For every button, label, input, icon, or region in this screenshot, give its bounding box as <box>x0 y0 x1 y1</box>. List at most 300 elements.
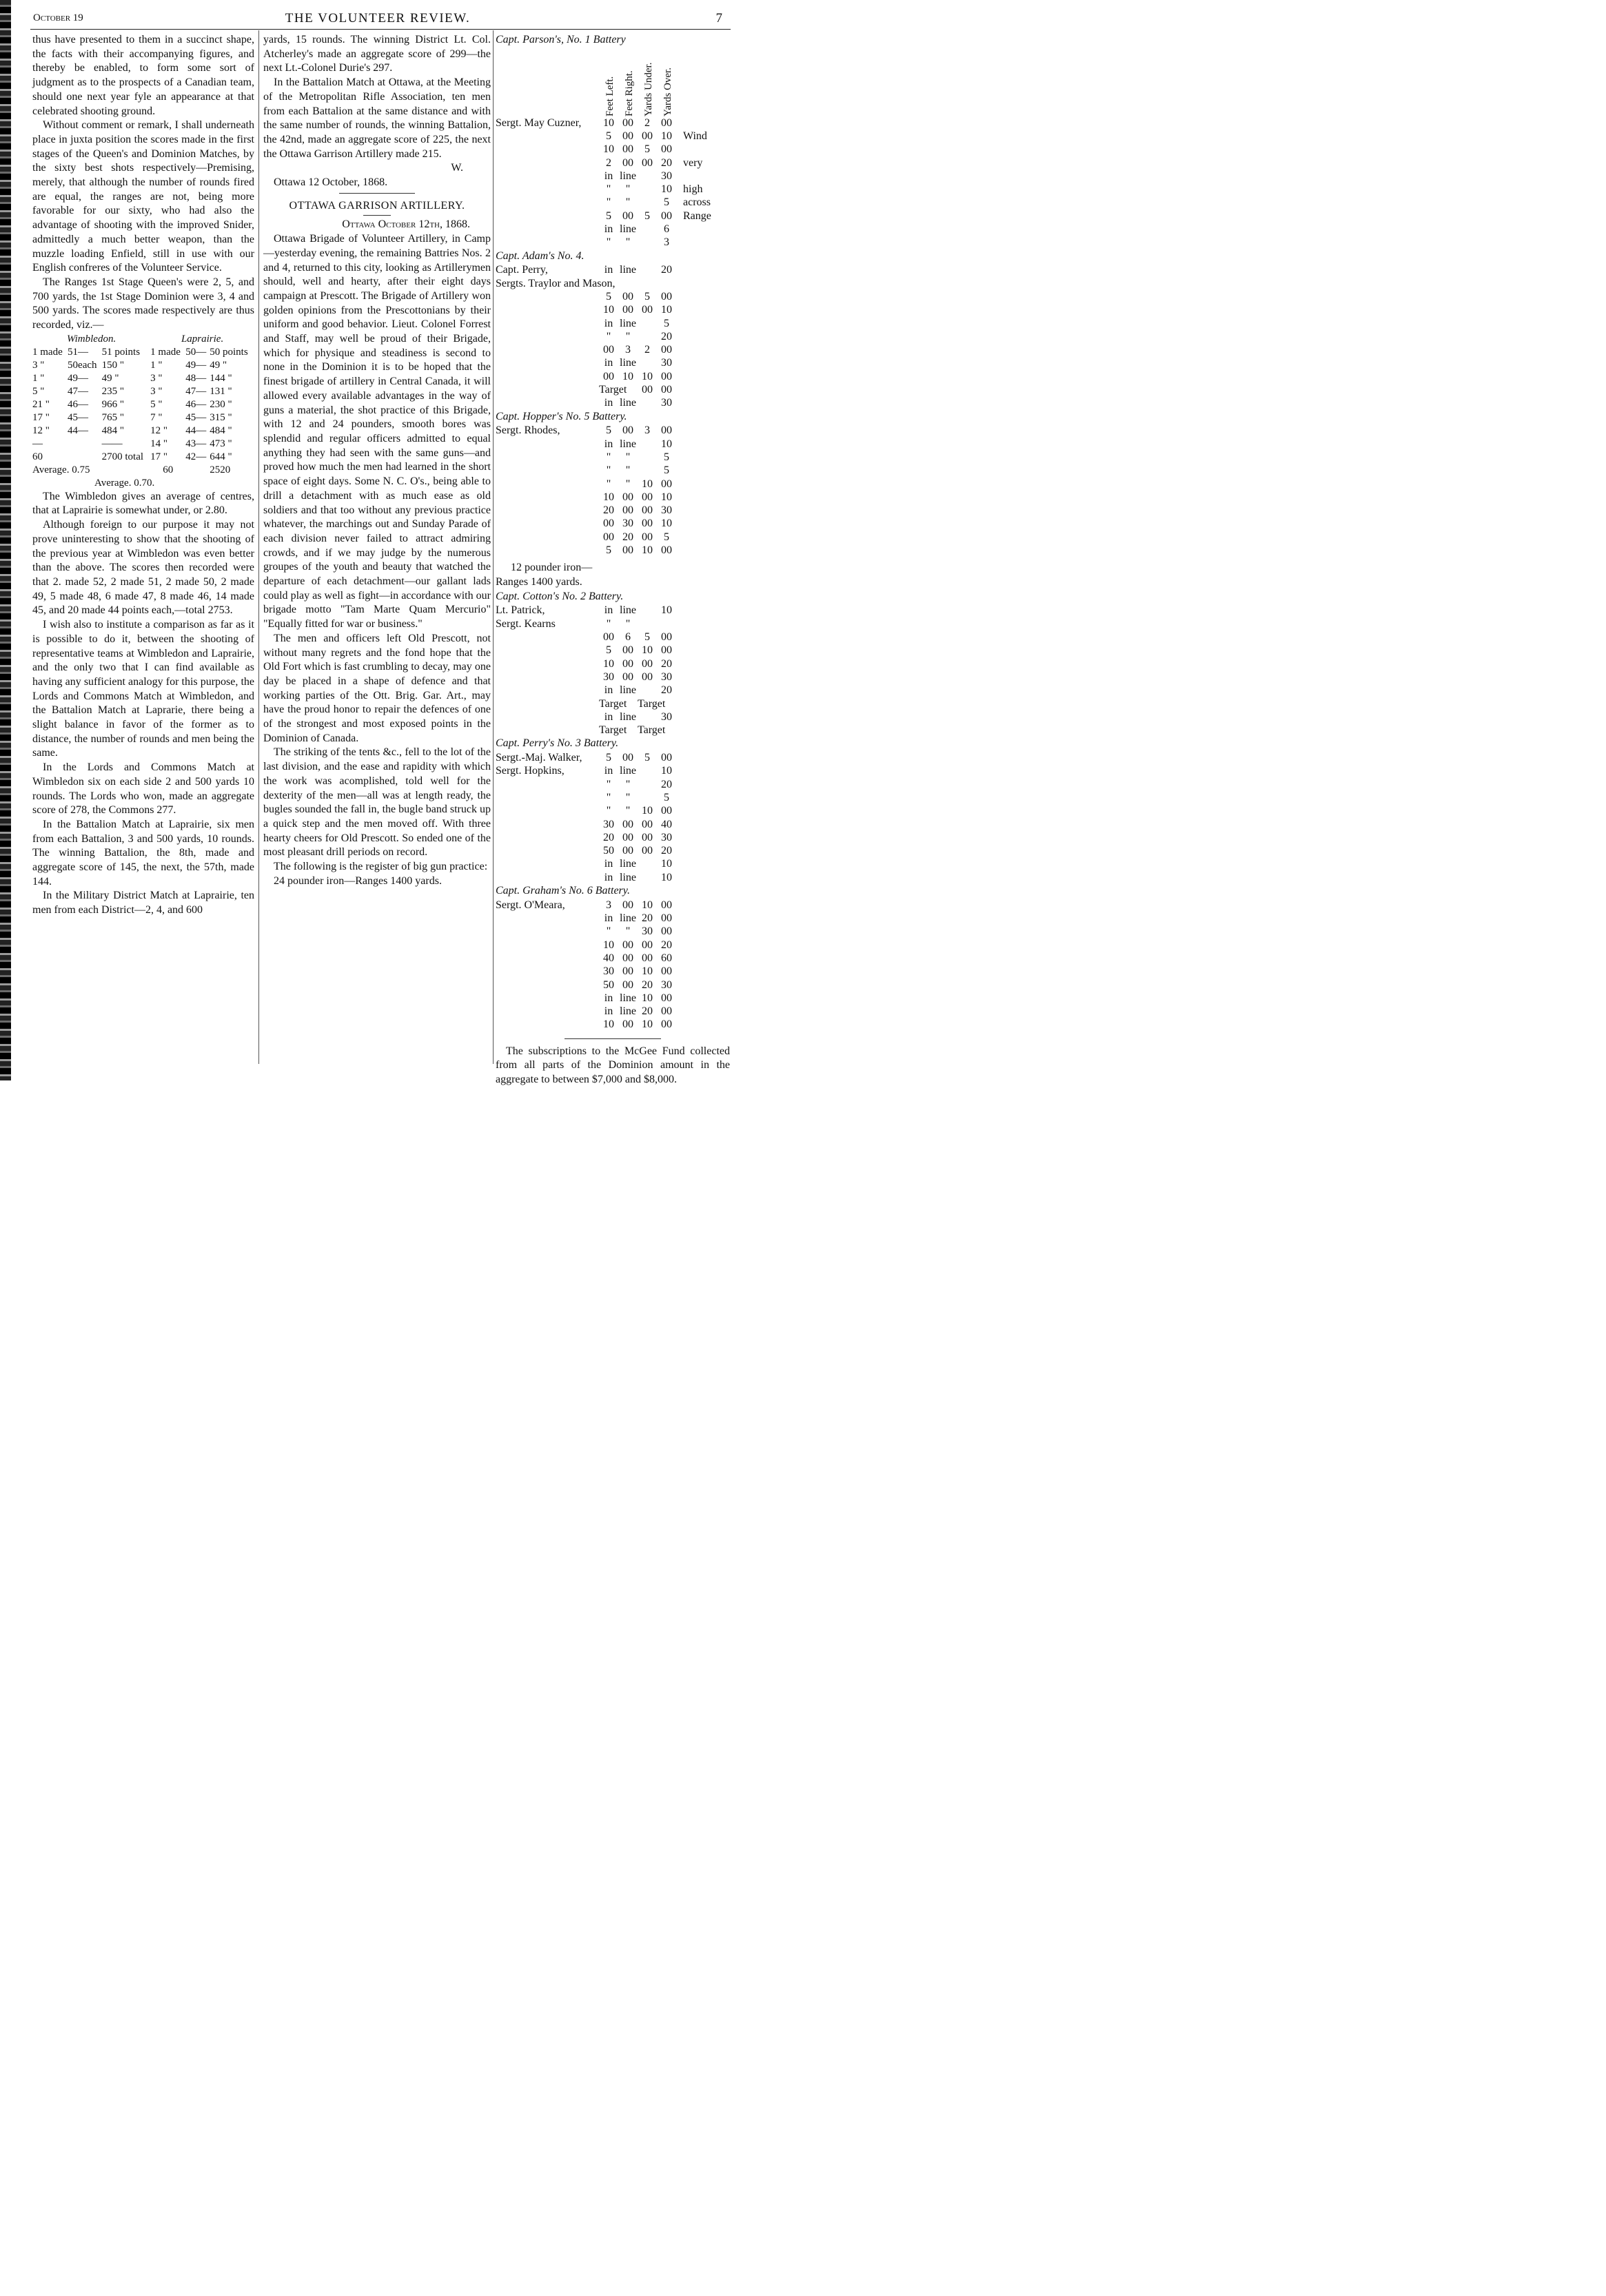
score-value: 30 <box>603 965 614 978</box>
wind-note: Wind <box>683 130 707 142</box>
table-cell: 144 " <box>210 372 232 384</box>
score-value: 00 <box>661 752 672 764</box>
score-row <box>496 156 730 170</box>
score-value: 00 <box>603 344 614 356</box>
score-value <box>638 857 657 870</box>
score-value: Target <box>638 724 666 737</box>
score-value: " <box>606 791 611 803</box>
score-row <box>496 438 730 451</box>
score-value <box>638 778 657 791</box>
score-value: 00 <box>622 491 633 503</box>
table-cell <box>68 451 102 464</box>
paragraph: In the Lords and Commons Match at Wimbledon six on each side 2 and 500 yards 10 rounds. The Lords who won, made an aggregate score of 278, the Commons 277. <box>32 761 254 817</box>
gunner-name <box>496 724 599 737</box>
score-value: 00 <box>661 805 672 817</box>
score-value: " <box>625 183 631 196</box>
score-value: 10 <box>661 858 672 870</box>
score-row <box>496 952 730 965</box>
score-value: in <box>604 438 613 450</box>
score-value <box>657 617 676 631</box>
gunner-name: Capt. Perry, <box>496 264 548 276</box>
score-row <box>496 710 730 724</box>
table-average: Average. 0.70. <box>94 477 155 489</box>
score-value <box>618 697 638 710</box>
gunner-name <box>496 317 599 330</box>
score-value: 00 <box>661 925 672 938</box>
score-value: 30 <box>661 504 672 517</box>
score-row <box>496 531 730 544</box>
gunner-name <box>496 978 599 992</box>
score-value: 00 <box>642 939 653 951</box>
table-cell: 43— <box>185 438 207 449</box>
score-value: 00 <box>661 992 672 1004</box>
score-value: in <box>604 858 613 870</box>
score-value: 30 <box>661 831 672 843</box>
wind-note <box>676 236 683 249</box>
table-cell: 3 " <box>32 359 45 371</box>
score-value: 10 <box>642 370 653 382</box>
score-value: 50 <box>603 845 614 857</box>
score-row <box>496 992 730 1005</box>
paragraph: In the Military District Match at Laprairie, ten men from each District—2, 4, and 600 <box>32 890 254 916</box>
score-value: line <box>620 858 636 870</box>
score-value: 00 <box>622 845 633 857</box>
score-row <box>496 857 730 870</box>
score-row <box>496 657 730 670</box>
score-row <box>496 130 730 143</box>
score-value: 00 <box>622 504 633 517</box>
score-value: 5 <box>644 752 650 764</box>
score-value: 00 <box>642 130 653 142</box>
score-value: 2 <box>606 156 611 169</box>
score-value: 00 <box>622 156 633 169</box>
score-value <box>657 697 676 710</box>
score-value: 5 <box>644 631 650 644</box>
score-value <box>638 223 657 236</box>
score-row <box>496 330 730 343</box>
score-value: 00 <box>661 544 672 557</box>
score-value: 00 <box>642 156 653 169</box>
column-header: Yards Over. <box>662 67 673 116</box>
paragraph: The striking of the tents &c., fell to the lot of the last division, and the ease and rapidity with which the work was acomplished, told well for the dexterity of the men—all was at length ready, the bugles sounded the fall in, the bugle band struck up a quick step and the men moved off. With three hearty cheers for Old Prescott. So ended one of the most pleasant drill periods on record. <box>263 746 491 859</box>
score-value: 5 <box>664 451 669 463</box>
score-value: 00 <box>661 478 672 490</box>
gunner-name <box>496 531 599 544</box>
paragraph: The Ranges 1st Stage Queen's were 2, 5, and 700 yards, the 1st Stage Dominion were 3, 4 and 500 yards. The scores made respectively are thus recorded, viz.— <box>32 276 254 331</box>
gunner-name <box>496 438 599 451</box>
paragraph: Although foreign to our purpose it may not prove uninteresting to show that the shooting of the previous year at Wimbledon was even better than the above. The scores then recorded were that 2. made 52, 2 made 51, 2 made 50, 2 made 49, 5 made 48, 6 made 47, 8 made 46, 14 made 45, and 20 made 44 points each,—total 2753. <box>32 519 254 617</box>
battery-heading: Capt. Adam's No. 4. <box>496 249 585 262</box>
score-value: 10 <box>661 130 672 142</box>
gunner-name: Sergt. May Cuzner, <box>496 116 582 129</box>
gunner-name <box>496 831 599 844</box>
gunner-name <box>496 912 599 925</box>
gunner-name <box>496 156 599 170</box>
table-cell: 46— <box>185 398 207 410</box>
score-row <box>496 383 730 396</box>
section-rule <box>363 215 391 216</box>
score-value: 00 <box>642 657 653 670</box>
battery-heading: Capt. Parson's, No. 1 Battery <box>496 34 626 45</box>
score-value <box>638 710 657 724</box>
score-value: 10 <box>603 657 614 670</box>
table-cell: 50— <box>185 346 207 358</box>
battery-scores <box>496 263 730 409</box>
paragraph: Ottawa Brigade of Volunteer Artillery, in Camp—yesterday evening, the remaining Battries Nos. 2 and 4, returned to this city, looking as Artillerymen should, well and hearty, after their eight days campaign at Prescott. The Brigade of Artillery won golden opinions from the Prescottonians by their uniform and good behavior. Lieut. Colonel Forrest and Staff, may well be proud of their Brigade, which for physique and steadiness is second to none in the Dominion it is to be hoped that the finest brigade of artillery in Central Canada, it will allowed every available advantages in the way of guns a material, the shot practice of this Brigade, with 12 and 24 pounders, smooth bores was splendid and regular officers admitted to equal anything they had seen with the same guns—and proved how much the men had learned in the short space of eight days. Some N. C. O's., being able to drill a detachment with as much ease as old soldiers and that too without any previous practice whatever, the marchings out and Sunday Parade of each division never failed to attract admiring crowds, and if we may judge by the numerous groupes of the youth and beauty that watched the departure of each detachment—our gallant lads could play as well as fight—in accordance with our brigade motto "Tam Marte Quam Mercurio" "Equally fitted for war or business." <box>263 233 491 631</box>
score-value: 10 <box>603 304 614 316</box>
gunner-name <box>496 657 599 670</box>
table-cell: 7 " <box>150 411 163 423</box>
table-cell: 60 <box>32 451 43 462</box>
score-value: 10 <box>661 491 672 503</box>
score-value: in <box>604 684 613 697</box>
score-value: 40 <box>661 818 672 830</box>
score-value: 10 <box>603 491 614 503</box>
table-cell: 3 " <box>150 385 163 397</box>
table-cell: 44— <box>185 424 207 436</box>
table-cell: 47— <box>68 385 89 397</box>
gunner-name <box>496 857 599 870</box>
score-value: 5 <box>606 544 611 557</box>
score-value: 00 <box>622 143 633 156</box>
score-value <box>638 330 657 343</box>
score-value: 00 <box>622 978 633 991</box>
score-row <box>496 844 730 857</box>
score-value: " <box>625 617 631 630</box>
score-row <box>496 236 730 249</box>
score-value: line <box>620 604 636 617</box>
table-cell: 3 " <box>150 372 163 384</box>
score-row <box>496 116 730 130</box>
score-value: line <box>620 397 636 409</box>
gunner-name <box>496 209 599 223</box>
score-value: 10 <box>642 478 653 490</box>
score-value: in <box>604 912 613 925</box>
wind-note: across <box>683 196 711 209</box>
paragraph: thus have presented to them in a succinct shape, the facts with their accompanying figures, and thereby be enabled, to form some sort of judgment as to the prospects of a Canadian team, should one next year fyle an appearance at that celebrated shooting ground. <box>32 34 254 117</box>
table-cell: 51— <box>68 346 89 358</box>
score-value: 00 <box>622 644 633 657</box>
score-value: 2 <box>644 116 650 129</box>
score-value: 20 <box>642 1005 653 1018</box>
score-row <box>496 517 730 530</box>
score-value: 00 <box>622 424 633 437</box>
wind-note <box>676 223 683 236</box>
score-value: 10 <box>661 871 672 883</box>
gunner-name <box>496 504 599 517</box>
table-cell: 49 " <box>210 359 227 371</box>
battery-heading: Capt. Hopper's No. 5 Battery. <box>496 410 627 422</box>
score-value: 5 <box>664 464 669 477</box>
score-comparison-table <box>32 333 254 490</box>
score-value: 00 <box>661 965 672 978</box>
score-value: 3 <box>625 344 631 356</box>
score-value: in <box>604 765 613 777</box>
score-value: 00 <box>622 818 633 830</box>
score-value <box>638 356 657 369</box>
score-value: 5 <box>606 130 611 142</box>
score-value: 30 <box>661 397 672 409</box>
score-value <box>638 451 657 464</box>
score-row <box>496 899 730 912</box>
score-value: 3 <box>664 236 669 249</box>
table-cell: 50each <box>68 359 97 371</box>
score-value: 10 <box>603 939 614 951</box>
score-value: 10 <box>642 899 653 911</box>
score-value: 00 <box>622 1018 633 1031</box>
score-row <box>496 831 730 844</box>
gunner-name <box>496 223 599 236</box>
table-cell: 5 " <box>150 398 163 410</box>
gunner-name <box>496 143 599 156</box>
score-value: in <box>604 397 613 409</box>
score-value: 5 <box>606 424 611 437</box>
table-cell: 14 " <box>150 438 168 449</box>
gunner-name <box>496 710 599 724</box>
score-row <box>496 604 730 617</box>
gunner-name: Sergt. O'Meara, <box>496 899 565 911</box>
gunner-name <box>496 196 599 209</box>
column-divider <box>493 30 494 1064</box>
score-value: in <box>604 317 613 329</box>
table-row <box>32 346 254 359</box>
score-row <box>496 1018 730 1031</box>
score-value: line <box>620 438 636 450</box>
gunner-name <box>496 791 599 804</box>
score-value: 00 <box>661 899 672 911</box>
gunner-name: Lt. Patrick, <box>496 604 545 617</box>
score-row <box>496 978 730 992</box>
wind-note: high <box>683 183 703 196</box>
score-value: 20 <box>622 531 633 543</box>
score-value: in <box>604 264 613 276</box>
table-head-wimbledon: Wimbledon. <box>66 333 116 345</box>
table-cell: 45— <box>68 411 89 423</box>
gunner-name <box>496 684 599 697</box>
gunner-name <box>496 644 599 657</box>
table-cell: 1 " <box>150 359 163 371</box>
score-value: 20 <box>661 778 672 790</box>
score-value: 00 <box>622 752 633 764</box>
score-value: " <box>606 236 611 249</box>
score-value: 20 <box>661 845 672 857</box>
gunner-name <box>496 804 599 817</box>
page-number: 7 <box>715 11 722 25</box>
table-cell: 131 " <box>210 385 232 397</box>
score-value: 5 <box>664 317 669 329</box>
score-value: " <box>625 925 631 938</box>
paragraph: The men and officers left Old Prescott, not without many regrets and the fond hope that the Old Fort which is fast crumbling to decay, may one day be placed in a shape of defence and that working parties of the Ott. Brig. Gar. Art., may have the proud honor to repair the defences of one of the strongest and most exposed points in the Dominion of Canada. <box>263 632 491 744</box>
table-cell: 644 " <box>210 451 232 462</box>
score-value: 00 <box>622 899 633 911</box>
score-value: 5 <box>606 290 611 303</box>
table-total-count: 60 <box>163 464 174 475</box>
score-value: " <box>625 778 631 790</box>
gunner-name <box>496 370 599 383</box>
score-value <box>638 317 657 330</box>
issue-date: October 19 <box>33 12 83 23</box>
gunner-name <box>496 451 599 464</box>
score-value: 5 <box>644 290 650 303</box>
table-cell: 47— <box>185 385 207 397</box>
score-value: 00 <box>661 644 672 657</box>
gunner-name: Sergt. Rhodes, <box>496 424 560 437</box>
gunner-name <box>496 1018 599 1031</box>
gunner-name <box>496 383 599 396</box>
score-value: 5 <box>644 209 650 222</box>
score-value <box>638 764 657 777</box>
table-row <box>32 438 254 451</box>
wind-note <box>676 143 683 156</box>
score-value: " <box>606 464 611 477</box>
score-row <box>496 818 730 831</box>
score-value: 20 <box>661 264 672 276</box>
paragraph: The Wimbledon gives an average of centres, that at Laprairie is somewhat under, or 2.80. <box>32 490 254 517</box>
score-value: line <box>620 765 636 777</box>
score-value: " <box>625 236 631 249</box>
table-row <box>32 372 254 385</box>
column-2 <box>263 33 491 888</box>
score-value <box>638 263 657 276</box>
score-value: line <box>620 357 636 369</box>
score-value: line <box>620 992 636 1004</box>
table-cell: 235 " <box>101 385 125 397</box>
gunner-name <box>496 303 599 316</box>
score-row <box>496 684 730 697</box>
score-value: in <box>604 604 613 617</box>
table-cell: 1 made <box>32 346 63 358</box>
table-cell: 49— <box>68 372 89 384</box>
wind-note <box>676 170 683 183</box>
score-value <box>638 684 657 697</box>
score-row <box>496 778 730 791</box>
score-value: " <box>625 330 631 342</box>
score-value: 00 <box>622 831 633 843</box>
score-value: " <box>625 464 631 477</box>
score-value: 10 <box>603 143 614 156</box>
score-value: in <box>604 1005 613 1018</box>
score-value: 10 <box>661 183 672 196</box>
score-row <box>496 170 730 183</box>
score-value: line <box>620 170 636 182</box>
score-value: in <box>604 357 613 369</box>
score-value: in <box>604 170 613 182</box>
score-value: 3 <box>606 899 611 911</box>
score-value: 00 <box>642 531 653 543</box>
score-value: " <box>606 183 611 196</box>
score-value: 30 <box>661 978 672 991</box>
score-value: 5 <box>606 209 611 222</box>
score-value: 00 <box>622 939 633 951</box>
table-cell: 484 " <box>101 424 125 436</box>
signature: W. <box>451 162 463 174</box>
score-value: 20 <box>642 978 653 991</box>
score-value: 00 <box>661 116 672 129</box>
battery-scores <box>496 116 730 249</box>
gunner-name <box>496 464 599 477</box>
score-value: 50 <box>603 978 614 991</box>
score-value: 30 <box>603 670 614 683</box>
score-value: 10 <box>661 765 672 777</box>
table-row <box>32 398 254 411</box>
score-value: in <box>604 992 613 1004</box>
score-value: 30 <box>603 818 614 830</box>
table-cell: 473 " <box>210 438 232 449</box>
table-row <box>32 385 254 398</box>
score-value: 10 <box>603 116 614 129</box>
score-value <box>638 170 657 183</box>
score-value <box>638 791 657 804</box>
score-row <box>496 424 730 437</box>
score-row <box>496 478 730 491</box>
gunner-name: Sergt. Hopkins, <box>496 765 565 777</box>
column-header: Feet Left. <box>604 76 616 116</box>
table-row <box>32 451 254 464</box>
battery-scores <box>496 604 730 737</box>
gunner-name <box>496 939 599 952</box>
gunner-name <box>496 330 599 343</box>
score-value: line <box>620 871 636 883</box>
score-value: 5 <box>644 143 650 156</box>
gunner-name <box>496 818 599 831</box>
score-value: 2 <box>644 344 650 356</box>
score-value: 20 <box>603 831 614 843</box>
score-row <box>496 343 730 356</box>
score-value: line <box>620 710 636 723</box>
battery-scores <box>496 751 730 884</box>
score-row <box>496 317 730 330</box>
score-value: 00 <box>622 952 633 964</box>
score-value <box>638 617 657 631</box>
score-value: 40 <box>603 952 614 964</box>
score-row <box>496 670 730 684</box>
score-value: 00 <box>642 384 653 396</box>
gunner-name: Sergts. Traylor and Mason, <box>496 277 616 289</box>
score-value: 00 <box>622 130 633 142</box>
score-value <box>638 438 657 451</box>
gunner-name <box>496 544 599 557</box>
score-row <box>496 939 730 952</box>
paragraph: The subscriptions to the McGee Fund collected from all parts of the Dominion amount in the aggregate to between $7,000 and $8,000. <box>496 1045 730 1086</box>
score-value: 10 <box>642 644 653 657</box>
score-value: 00 <box>622 209 633 222</box>
column-header: Feet Right. <box>624 70 635 116</box>
newspaper-title: THE VOLUNTEER REVIEW. <box>285 11 471 25</box>
score-row <box>496 504 730 517</box>
score-value: 00 <box>642 504 653 517</box>
column-divider <box>258 30 259 1064</box>
score-row <box>496 290 730 303</box>
gunner-name <box>496 631 599 644</box>
score-row <box>496 370 730 383</box>
score-value: 00 <box>642 304 653 316</box>
score-row <box>496 303 730 316</box>
paragraph: I wish also to institute a comparison as far as it is possible to do it, between the shooting of representative teams at Wimbledon and Laprairie, and the only two that I can find available as having any sufficient analogy for this purpose, the Lords and Commons Match at Wimbledon, and the Battalion Match at Laprarie, there being a slight balance in favor of the former as to distance, the number of rounds and men being the same. <box>32 619 254 759</box>
score-value: 00 <box>622 290 633 303</box>
score-value: in <box>604 871 613 883</box>
paragraph: yards, 15 rounds. The winning District Lt. Col. Atcherley's made an aggregate score of 299—the next Lt.-Colonel Durie's 297. <box>263 34 491 74</box>
score-value: 00 <box>642 818 653 830</box>
score-value: 10 <box>603 1018 614 1031</box>
score-value <box>618 383 638 396</box>
table-cell: 17 " <box>32 411 50 423</box>
score-value: 00 <box>603 517 614 530</box>
score-value: 00 <box>642 952 653 964</box>
score-row <box>496 223 730 236</box>
score-value <box>657 724 676 737</box>
wind-note: very <box>683 156 703 169</box>
score-row <box>496 1005 730 1018</box>
